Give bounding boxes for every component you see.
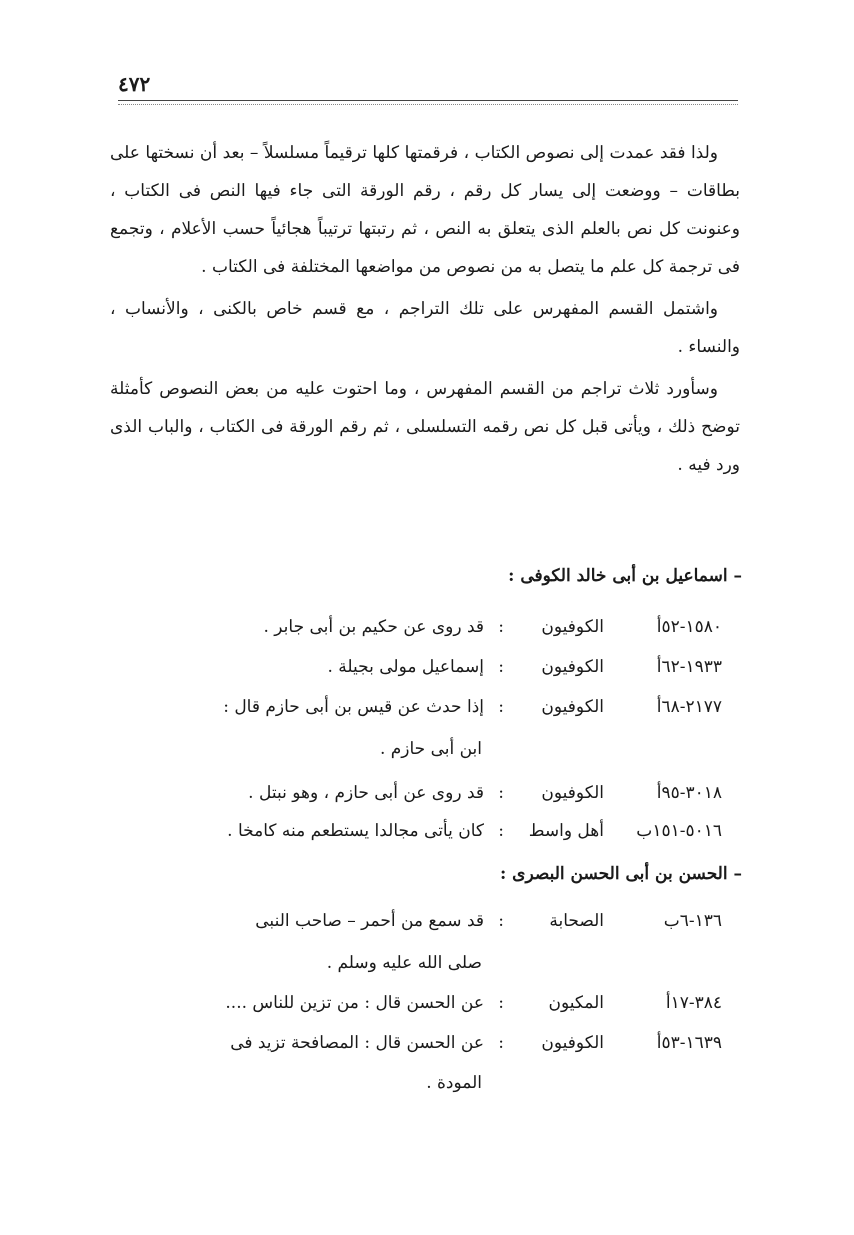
entry-text: كان يأتى مجالدا يستطعم منه كامخا .	[227, 821, 484, 841]
header-rule-dotted	[118, 104, 738, 105]
entry-ref: ٢١٧٧-٦٨أ	[656, 697, 722, 717]
entry-continuation: ابن أبى حازم .	[379, 739, 482, 759]
entry-row	[110, 776, 722, 810]
entry-row	[110, 650, 722, 684]
entry-row	[110, 814, 722, 848]
entry-group: الكوفيون	[541, 697, 604, 717]
entry-text: عن الحسن قال : من تزين للناس ....	[225, 993, 484, 1013]
entry-row	[110, 690, 722, 724]
entry-ref: ١٩٣٣-٦٢أ	[656, 657, 722, 677]
entry-group: المكيون	[548, 993, 604, 1013]
entry-text: قد روى عن حكيم بن أبى جابر .	[263, 617, 484, 637]
entry-group: الكوفيون	[541, 617, 604, 637]
entry-group: الصحابة	[549, 911, 604, 931]
paragraph-examples: وسأورد ثلاث تراجم من القسم المفهرس ، وما احتوت عليه من بعض النصوص كأمثلة توضح ذلك ، ويأتى قبل كل نص رقمه التسلسلى ، ثم رقم الورقة فى الكتاب ، والباب الذى ورد فيه .	[110, 379, 741, 475]
section-heading-ismail: – اسماعيل بن أبى خالد الكوفى :	[508, 566, 742, 586]
entry-row	[110, 1026, 722, 1060]
entry-colon: :	[498, 911, 504, 931]
entry-text: إسماعيل مولى بجيلة .	[327, 657, 484, 677]
entry-group: أهل واسط	[528, 821, 604, 841]
entry-ref: ١٦٣٩-٥٣أ	[656, 1033, 722, 1053]
paragraph-contents: واشتمل القسم المفهرس على تلك التراجم ، مع قسم خاص بالكنى ، والأنساب ، والنساء .	[110, 299, 740, 357]
intro-text	[110, 134, 740, 484]
page-number: ٤٧٢	[118, 72, 151, 96]
entry-row	[110, 986, 722, 1020]
entry-ref: ١٥٨٠-٥٢أ	[656, 617, 722, 637]
entry-text: قد روى عن أبى حازم ، وهو نبتل .	[248, 783, 484, 803]
entry-text: إذا حدث عن قيس بن أبى حازم قال :	[223, 697, 484, 717]
entry-text: قد سمع من أحمر – صاحب النبى	[255, 911, 484, 931]
entry-colon: :	[498, 993, 504, 1013]
entry-ref: ١٣٦-٦ب	[663, 911, 722, 931]
entry-colon: :	[498, 1033, 504, 1053]
entry-colon: :	[498, 617, 504, 637]
entry-colon: :	[498, 783, 504, 803]
section-heading-hasan: – الحسن بن أبى الحسن البصرى :	[499, 864, 742, 884]
entry-group: الكوفيون	[541, 657, 604, 677]
entry-row	[110, 610, 722, 644]
entry-row	[110, 904, 722, 938]
paragraph-method: ولذا فقد عمدت إلى نصوص الكتاب ، فرقمتها كلها ترقيماً مسلسلاً – بعد أن نسختها على بطاقات – ووضعت إلى يسار كل رقم ، رقم الورقة التى جاء فيها النص فى الكتاب ، وعنونت كل نص بالعلم الذى يتعلق به النص ، ثم رتبتها ترتيباً هجائياً حسب الأعلام ، وتجمع فى ترجمة كل علم ما يتصل به من نصوص من مواضعها المختلفة فى الكتاب .	[110, 143, 740, 277]
entry-group: الكوفيون	[541, 783, 604, 803]
entry-ref: ٣٨٤-١٧أ	[665, 993, 722, 1013]
header-rule	[118, 100, 738, 101]
entry-colon: :	[498, 697, 504, 717]
entry-colon: :	[498, 657, 504, 677]
entry-colon: :	[498, 821, 504, 841]
entry-text: عن الحسن قال : المصافحة تزيد فى	[230, 1033, 484, 1053]
entry-ref: ٥٠١٦-١٥١ب	[636, 821, 722, 841]
entry-group: الكوفيون	[541, 1033, 604, 1053]
entry-continuation: المودة .	[426, 1073, 482, 1093]
entry-continuation: صلى الله عليه وسلم .	[326, 953, 482, 973]
entry-ref: ٣٠١٨-٩٥أ	[656, 783, 722, 803]
